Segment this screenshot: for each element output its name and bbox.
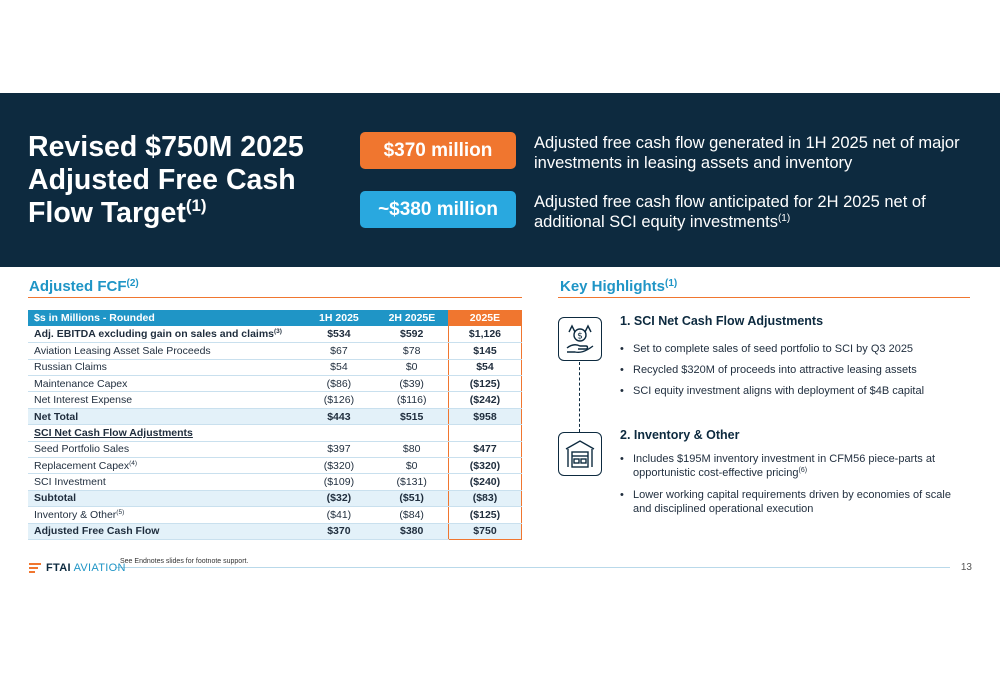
adjusted-fcf-heading: Adjusted FCF$^{(2)}$ xyxy=(29,278,139,295)
table-row: Aviation Leasing Asset Sale Proceeds $67 $78 $145 xyxy=(28,343,522,359)
highlight-title-inventory: 2. Inventory & Other xyxy=(620,428,740,442)
table-row: Inventory & Other$^{(5)}$ ($41) ($84) ($125) xyxy=(28,507,522,523)
list-item: • Recycled $320M of proceeds into attractive leasing assets xyxy=(620,363,960,377)
table-total-row: Adjusted Free Cash Flow $370 $380 $750 xyxy=(28,523,522,539)
table-row: Replacement Capex$^{(4)}$ ($320) $0 ($320) xyxy=(28,458,522,474)
table-header-row xyxy=(28,310,522,326)
adjusted-fcf-table xyxy=(28,310,522,540)
second-half-amount-badge: ~$380 million xyxy=(360,191,516,228)
key-highlights-heading: Key Highlights$^{(1)}$ xyxy=(560,278,678,295)
table-subtotal-row: Subtotal ($32) ($51) ($83) xyxy=(28,490,522,506)
page-title: Revised $750M 2025 Adjusted Free Cash Flow Target$^{(1)}$ xyxy=(28,131,304,229)
divider xyxy=(28,297,522,298)
divider xyxy=(558,297,970,298)
page-number: 13 xyxy=(960,562,972,573)
column-header: 2H 2025E xyxy=(375,310,448,326)
logo-mark-icon xyxy=(28,561,42,575)
timeline-connector xyxy=(579,362,580,432)
table-total-row: Net Total $443 $515 $958 xyxy=(28,408,522,424)
footnote-text: See Endnotes slides for footnote support. xyxy=(120,558,249,565)
money-hand-icon xyxy=(558,317,602,361)
highlight-list-inventory xyxy=(620,452,960,524)
list-item: • SCI equity investment aligns with deployment of $4B capital xyxy=(620,384,960,398)
table-row: Adj. EBITDA excluding gain on sales and claims$^{(3)}$ $534 $592 $1,126 xyxy=(28,326,522,342)
second-half-description: Adjusted free cash flow anticipated for 2H 2025 net of additional SCI equity investments$^{(1)}$ xyxy=(534,193,926,231)
highlight-title-sci: 1. SCI Net Cash Flow Adjustments xyxy=(620,314,824,328)
table-row: SCI Investment ($109) ($131) ($240) xyxy=(28,474,522,490)
first-half-amount-badge: $370 million xyxy=(360,132,516,169)
table-section-row: SCI Net Cash Flow Adjustments xyxy=(28,425,522,441)
list-item: • Includes $195M inventory investment in CFM56 piece-parts at opportunistic cost-effective pricing$^{(6)}$ xyxy=(620,452,960,480)
warehouse-icon xyxy=(558,432,602,476)
column-header: 1H 2025 xyxy=(302,310,375,326)
table-row: Russian Claims $54 $0 $54 xyxy=(28,359,522,375)
footer-divider xyxy=(115,567,950,568)
column-header: $s in Millions - Rounded xyxy=(28,310,302,326)
first-half-description: Adjusted free cash flow generated in 1H 2025 net of major investments in leasing assets and inventory xyxy=(534,134,960,172)
table-row: Seed Portfolio Sales $397 $80 $477 xyxy=(28,441,522,457)
highlight-list-sci xyxy=(620,342,960,405)
column-header: 2025E xyxy=(448,310,521,326)
table-row: Net Interest Expense ($126) ($116) ($242) xyxy=(28,392,522,408)
list-item: • Lower working capital requirements driven by economies of scale and disciplined operational execution xyxy=(620,488,960,516)
svg-text:$: $ xyxy=(577,331,583,342)
table-row: Maintenance Capex ($86) ($39) ($125) xyxy=(28,376,522,392)
list-item: • Set to complete sales of seed portfolio to SCI by Q3 2025 xyxy=(620,342,960,356)
company-logo: FTAI AVIATION xyxy=(28,561,126,575)
